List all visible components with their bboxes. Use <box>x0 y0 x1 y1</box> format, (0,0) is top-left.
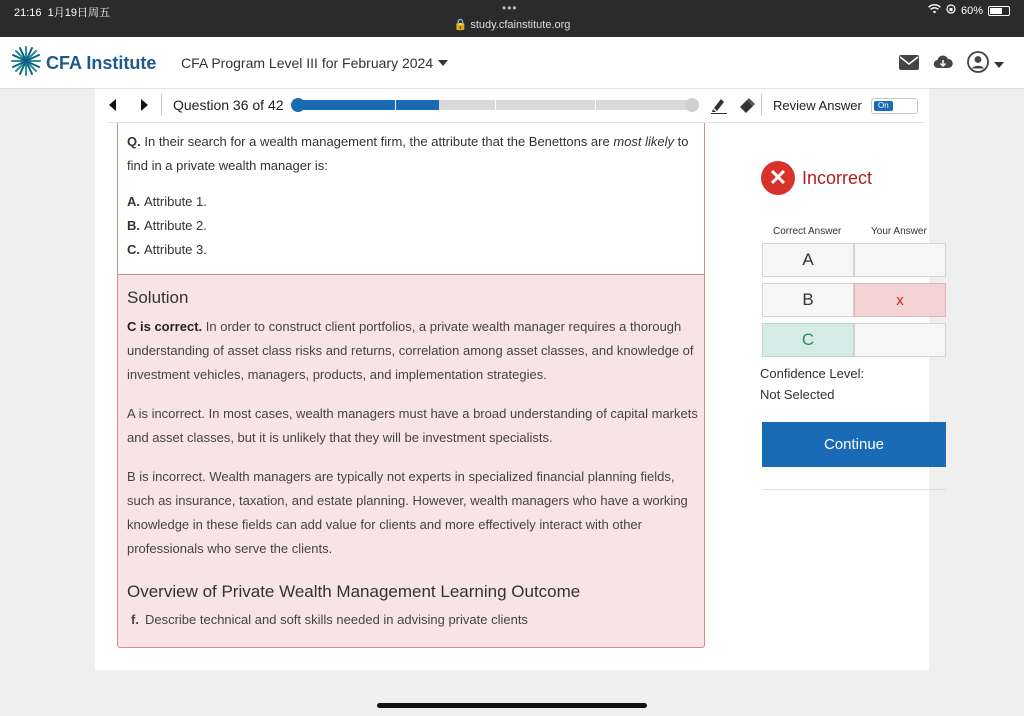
eraser-icon[interactable] <box>738 96 756 119</box>
option-b[interactable]: B. Attribute 2. <box>127 218 207 233</box>
progress-fill <box>295 100 439 110</box>
progress-end-dot <box>685 98 699 112</box>
user-avatar-icon <box>967 51 989 78</box>
solution-paragraph-1: C is correct. In order to construct client portfolios, a private wealth manager requires a thorough understanding of asset class risks and returns, correlation among asset classes, and knowledge of investment vehicles, managers, products, and implementation strategies. <box>127 319 694 382</box>
solution-box <box>117 275 705 648</box>
solution-title: Solution <box>127 288 189 307</box>
content-panel <box>95 89 929 670</box>
option-a[interactable]: A. Attribute 1. <box>127 194 207 209</box>
cloud-download-icon[interactable] <box>933 54 953 75</box>
status-right <box>928 4 1010 17</box>
previous-arrow-icon[interactable] <box>109 99 116 111</box>
correct-answer-cell: A <box>762 243 854 277</box>
toolbar-divider <box>761 94 762 116</box>
highlighter-icon[interactable] <box>710 96 728 119</box>
result-label: Incorrect <box>802 167 873 188</box>
logo-text: CFA Institute <box>46 53 157 73</box>
overview-title: Overview of Private Wealth Management Learning Outcome <box>127 582 581 601</box>
correct-answer-header: Correct Answer <box>773 226 842 237</box>
progress-bar[interactable] <box>295 100 695 110</box>
orientation-lock-icon <box>946 4 956 17</box>
status-bar <box>0 0 1024 37</box>
program-label: CFA Program Level III for February 2024 <box>181 55 434 71</box>
program-selector[interactable] <box>181 55 448 71</box>
question-text: Q. In their search for a wealth management firm, the attribute that the Benettons are most likely to find in a private wealth manager is: <box>127 134 689 173</box>
header-icons <box>899 51 1004 78</box>
chevron-down-icon <box>438 60 448 66</box>
battery-icon <box>988 6 1010 16</box>
app-header <box>0 37 1024 89</box>
learning-outcome: f. Describe technical and soft skills needed in advising private clients <box>131 612 528 627</box>
mail-icon[interactable] <box>899 55 919 75</box>
status-time: 21:16 1月19日周五 <box>14 7 111 19</box>
review-answer-label: Review Answer <box>773 98 862 113</box>
home-indicator[interactable] <box>377 703 647 708</box>
result-status <box>761 161 872 195</box>
url-text: study.cfainstitute.org <box>470 19 571 31</box>
chevron-down-icon <box>994 62 1004 68</box>
confidence-value: Not Selected <box>760 387 835 402</box>
your-answer-cell <box>854 323 946 357</box>
your-answer-cell <box>854 243 946 277</box>
question-box <box>117 123 705 275</box>
solution-paragraph-2: A is incorrect. In most cases, wealth managers must have a broad understanding of capital markets and asset classes, but it is unlikely that they will be investment specialists. <box>127 406 698 445</box>
incorrect-x-icon: ✕ <box>761 161 795 195</box>
more-dots-icon[interactable]: ••• <box>502 1 518 15</box>
option-c[interactable]: C. Attribute 3. <box>127 242 207 257</box>
confidence-label: Confidence Level: <box>760 366 865 381</box>
sidebar-divider <box>762 489 946 490</box>
correct-answer-cell-highlighted: C <box>762 323 854 357</box>
correct-answer-cell: B <box>762 283 854 317</box>
toolbar-divider <box>161 94 162 116</box>
toggle-on-label: On <box>874 101 893 111</box>
wifi-icon <box>928 4 941 17</box>
your-answer-cell-selected: x <box>854 283 946 317</box>
url-bar[interactable]: 🔒 study.cfainstitute.org <box>453 19 571 31</box>
progress-tick <box>395 100 396 110</box>
battery-percent: 60% <box>960 4 983 17</box>
progress-start-dot <box>291 98 305 112</box>
progress-tick <box>595 100 596 110</box>
progress-tick <box>495 100 496 110</box>
solution-paragraph-3: B is incorrect. Wealth managers are typically not experts in specialized financial planning fields, such as insurance, taxation, and estate planning. However, wealth managers who have a working knowledge in these fields can add value for clients and more effectively interact with other professionals who serve the clients. <box>127 469 688 556</box>
cfa-logo[interactable] <box>10 45 156 82</box>
continue-button[interactable]: Continue <box>762 422 946 467</box>
globe-logo-icon <box>10 45 42 82</box>
user-menu[interactable] <box>967 51 1004 78</box>
question-counter: Question 36 of 42 <box>173 97 284 113</box>
question-toolbar <box>95 89 929 123</box>
review-answer-toggle[interactable] <box>871 98 918 114</box>
next-arrow-icon[interactable] <box>141 99 148 111</box>
your-answer-header: Your Answer <box>871 226 927 237</box>
